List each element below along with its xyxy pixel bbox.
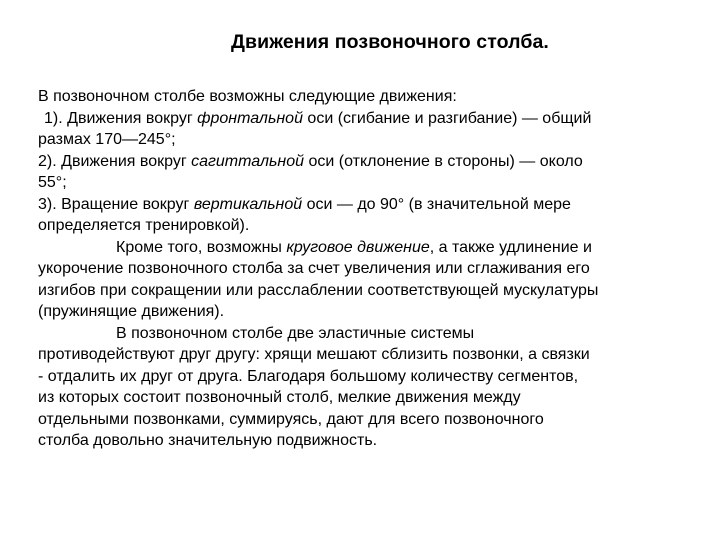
text-line bbox=[38, 151, 698, 173]
text-line bbox=[38, 86, 698, 108]
body-text bbox=[38, 86, 698, 452]
text-line bbox=[38, 237, 698, 259]
italic-term: круговое движение bbox=[286, 238, 430, 256]
text-line bbox=[38, 129, 698, 151]
text-line bbox=[38, 301, 698, 323]
text-segment: противодействуют друг другу: хрящи мешают сблизить позвонки, а связки bbox=[38, 346, 590, 363]
text-line bbox=[38, 366, 698, 388]
text-segment: определяется тренировкой). bbox=[38, 217, 250, 234]
italic-term: фронтальной bbox=[197, 109, 303, 127]
text-segment: 1). Движения вокруг bbox=[44, 109, 198, 127]
text-segment: 55°; bbox=[38, 174, 67, 191]
italic-term: вертикальной bbox=[193, 195, 303, 213]
text-line bbox=[38, 344, 698, 366]
text-line bbox=[38, 172, 698, 194]
text-line bbox=[38, 409, 698, 431]
text-segment: Кроме того, возможны bbox=[116, 238, 287, 256]
text-segment: 3). Вращение вокруг bbox=[38, 195, 194, 213]
text-segment: В позвоночном столбе возможны следующие движения: bbox=[38, 88, 457, 105]
text-segment: укорочение позвоночного столба за счет увеличения или сглаживания его bbox=[38, 260, 590, 277]
text-segment: - отдалить их друг от друга. Благодаря большому количеству сегментов, bbox=[38, 367, 579, 385]
text-segment: отдельными позвонками, суммируясь, дают для всего позвоночного bbox=[38, 410, 544, 428]
text-segment: (пружинящие движения). bbox=[38, 303, 225, 320]
page-title: Движения позвоночного столба. bbox=[231, 31, 549, 53]
text-line bbox=[38, 108, 698, 130]
text-line bbox=[38, 323, 698, 345]
text-segment: оси (отклонение в стороны) — около bbox=[304, 152, 583, 170]
text-segment: изгибов при сокращении или расслаблении соответствующей мускулатуры bbox=[38, 281, 599, 299]
text-line bbox=[38, 430, 698, 452]
text-line bbox=[38, 194, 698, 216]
text-segment: столба довольно значительную подвижность. bbox=[38, 432, 378, 449]
text-line bbox=[38, 387, 698, 409]
text-segment: , а также удлинение и bbox=[429, 238, 592, 256]
text-line bbox=[38, 280, 698, 302]
text-segment: В позвоночном столбе две эластичные системы bbox=[116, 324, 475, 342]
text-segment: 2). Движения вокруг bbox=[38, 152, 192, 170]
text-segment: оси — до 90° (в значительной мере bbox=[302, 195, 571, 213]
text-segment: из которых состоит позвоночный столб, мелкие движения между bbox=[38, 389, 521, 406]
text-segment: размах 170—245°; bbox=[38, 131, 176, 148]
text-line bbox=[38, 215, 698, 237]
text-segment: оси (сгибание и разгибание) — общий bbox=[302, 109, 592, 127]
italic-term: сагиттальной bbox=[191, 152, 305, 170]
text-line bbox=[38, 258, 698, 280]
